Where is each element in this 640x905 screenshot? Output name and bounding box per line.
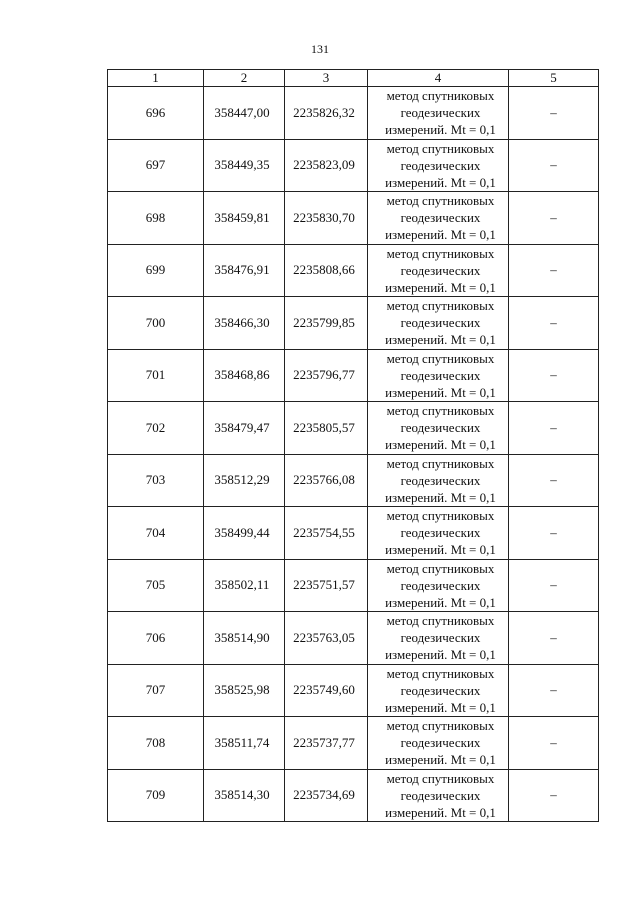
y-coordinate-cell: 2235734,69: [285, 769, 368, 822]
method-line: метод спутниковых: [386, 298, 495, 314]
method-line: измерений. Mt = 0,1: [385, 122, 496, 138]
note-cell: –: [509, 402, 599, 455]
table-row: [108, 612, 599, 665]
method-line: измерений. Mt = 0,1: [385, 174, 496, 190]
method-line: геодезических: [400, 210, 481, 226]
x-coordinate-cell: 358511,74: [204, 717, 285, 770]
method-cell: [368, 612, 509, 665]
table-row: [108, 454, 599, 507]
method-line: измерений. Mt = 0,1: [385, 332, 496, 348]
point-number-cell: 702: [108, 402, 204, 455]
method-line: геодезических: [400, 420, 481, 436]
header-col-3: 3: [285, 70, 368, 87]
y-coordinate-cell: 2235754,55: [285, 507, 368, 560]
method-line: метод спутниковых: [386, 88, 495, 104]
y-coordinate-cell: 2235796,77: [285, 349, 368, 402]
table-header: [108, 70, 599, 87]
x-coordinate-cell: 358499,44: [204, 507, 285, 560]
method-line: измерений. Mt = 0,1: [385, 384, 496, 400]
method-line: метод спутниковых: [386, 665, 495, 681]
header-col-2: 2: [204, 70, 285, 87]
method-line: измерений. Mt = 0,1: [385, 804, 496, 820]
note-cell: –: [509, 349, 599, 402]
method-line: измерений. Mt = 0,1: [385, 542, 496, 558]
method-line: измерений. Mt = 0,1: [385, 437, 496, 453]
method-line: геодезических: [400, 367, 481, 383]
method-cell: [368, 769, 509, 822]
y-coordinate-cell: 2235763,05: [285, 612, 368, 665]
method-line: измерений. Mt = 0,1: [385, 752, 496, 768]
method-line: измерений. Mt = 0,1: [385, 647, 496, 663]
page-number: 131: [311, 42, 329, 56]
y-coordinate-cell: 2235766,08: [285, 454, 368, 507]
coordinates-table: [107, 69, 599, 822]
method-cell: [368, 507, 509, 560]
table-row: [108, 297, 599, 350]
method-cell: [368, 244, 509, 297]
header-col-5: 5: [509, 70, 599, 87]
method-cell: [368, 402, 509, 455]
method-line: геодезических: [400, 525, 481, 541]
table-row: [108, 664, 599, 717]
y-coordinate-cell: 2235830,70: [285, 192, 368, 245]
note-cell: –: [509, 612, 599, 665]
y-coordinate-cell: 2235808,66: [285, 244, 368, 297]
method-line: метод спутниковых: [386, 718, 495, 734]
method-line: геодезических: [400, 262, 481, 278]
note-cell: –: [509, 87, 599, 140]
point-number-cell: 704: [108, 507, 204, 560]
method-cell: [368, 297, 509, 350]
method-line: метод спутниковых: [386, 193, 495, 209]
method-line: метод спутниковых: [386, 613, 495, 629]
note-cell: –: [509, 244, 599, 297]
y-coordinate-cell: 2235805,57: [285, 402, 368, 455]
note-cell: –: [509, 769, 599, 822]
x-coordinate-cell: 358514,90: [204, 612, 285, 665]
x-coordinate-cell: 358502,11: [204, 559, 285, 612]
method-line: метод спутниковых: [386, 770, 495, 786]
table-row: [108, 507, 599, 560]
point-number-cell: 698: [108, 192, 204, 245]
note-cell: –: [509, 297, 599, 350]
method-cell: [368, 87, 509, 140]
method-line: измерений. Mt = 0,1: [385, 279, 496, 295]
table-row: [108, 559, 599, 612]
note-cell: –: [509, 559, 599, 612]
x-coordinate-cell: 358476,91: [204, 244, 285, 297]
table-row: [108, 87, 599, 140]
table-row: [108, 244, 599, 297]
table-body: [108, 87, 599, 822]
method-line: геодезических: [400, 157, 481, 173]
x-coordinate-cell: 358459,81: [204, 192, 285, 245]
method-cell: [368, 559, 509, 612]
point-number-cell: 703: [108, 454, 204, 507]
y-coordinate-cell: 2235751,57: [285, 559, 368, 612]
method-cell: [368, 349, 509, 402]
method-line: геодезических: [400, 630, 481, 646]
x-coordinate-cell: 358466,30: [204, 297, 285, 350]
x-coordinate-cell: 358468,86: [204, 349, 285, 402]
y-coordinate-cell: 2235737,77: [285, 717, 368, 770]
x-coordinate-cell: 358449,35: [204, 139, 285, 192]
method-line: метод спутниковых: [386, 403, 495, 419]
method-cell: [368, 454, 509, 507]
point-number-cell: 706: [108, 612, 204, 665]
method-line: измерений. Mt = 0,1: [385, 594, 496, 610]
method-line: метод спутниковых: [386, 508, 495, 524]
method-cell: [368, 139, 509, 192]
point-number-cell: 701: [108, 349, 204, 402]
table-row: [108, 349, 599, 402]
x-coordinate-cell: 358514,30: [204, 769, 285, 822]
note-cell: –: [509, 717, 599, 770]
method-line: геодезических: [400, 735, 481, 751]
method-line: метод спутниковых: [386, 245, 495, 261]
point-number-cell: 700: [108, 297, 204, 350]
table-row: [108, 769, 599, 822]
method-line: геодезических: [400, 105, 481, 121]
y-coordinate-cell: 2235799,85: [285, 297, 368, 350]
note-cell: –: [509, 664, 599, 717]
method-cell: [368, 192, 509, 245]
x-coordinate-cell: 358512,29: [204, 454, 285, 507]
table-row: [108, 139, 599, 192]
method-line: метод спутниковых: [386, 560, 495, 576]
point-number-cell: 705: [108, 559, 204, 612]
method-line: геодезических: [400, 787, 481, 803]
method-line: геодезических: [400, 472, 481, 488]
note-cell: –: [509, 454, 599, 507]
method-line: измерений. Mt = 0,1: [385, 699, 496, 715]
method-line: метод спутниковых: [386, 140, 495, 156]
note-cell: –: [509, 507, 599, 560]
header-row: [108, 70, 599, 87]
method-line: измерений. Mt = 0,1: [385, 489, 496, 505]
point-number-cell: 697: [108, 139, 204, 192]
point-number-cell: 699: [108, 244, 204, 297]
x-coordinate-cell: 358525,98: [204, 664, 285, 717]
y-coordinate-cell: 2235749,60: [285, 664, 368, 717]
table-row: [108, 402, 599, 455]
note-cell: –: [509, 192, 599, 245]
point-number-cell: 707: [108, 664, 204, 717]
method-line: геодезических: [400, 315, 481, 331]
header-col-1: 1: [108, 70, 204, 87]
point-number-cell: 708: [108, 717, 204, 770]
table-row: [108, 717, 599, 770]
x-coordinate-cell: 358479,47: [204, 402, 285, 455]
note-cell: –: [509, 139, 599, 192]
method-line: геодезических: [400, 577, 481, 593]
point-number-cell: 696: [108, 87, 204, 140]
method-line: измерений. Mt = 0,1: [385, 227, 496, 243]
y-coordinate-cell: 2235823,09: [285, 139, 368, 192]
table-row: [108, 192, 599, 245]
method-line: метод спутниковых: [386, 455, 495, 471]
y-coordinate-cell: 2235826,32: [285, 87, 368, 140]
header-col-4: 4: [368, 70, 509, 87]
method-line: метод спутниковых: [386, 350, 495, 366]
point-number-cell: 709: [108, 769, 204, 822]
method-cell: [368, 664, 509, 717]
method-cell: [368, 717, 509, 770]
method-line: геодезических: [400, 682, 481, 698]
x-coordinate-cell: 358447,00: [204, 87, 285, 140]
